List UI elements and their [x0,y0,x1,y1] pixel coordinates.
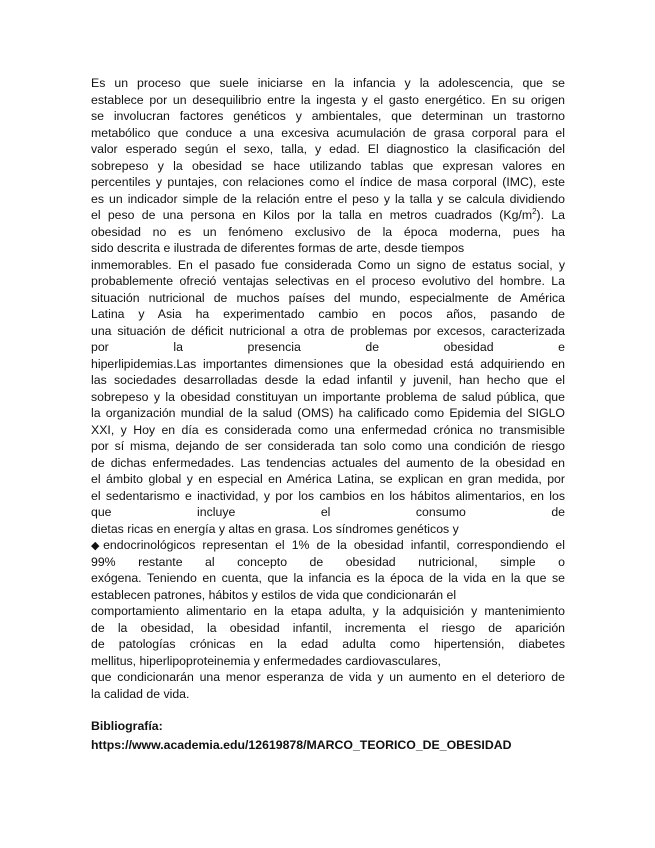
text-line: situación nutricional de muchos países del mundo, especialmente de América [91,290,565,305]
text-line: establece por un desequilibrio entre la ingesta y el gasto energético. En su origen [91,92,565,107]
text-fragment: endocrinológicos representan el 1% de la obesidad infantil, correspondiendo el [103,538,566,552]
bibliography-link[interactable]: https://www.academia.edu/12619878/MARCO_TEORICO_DE_OBESIDAD [91,738,512,752]
text-line: es un indicador simple de la relación entre el peso y la talla y se calcula dividiendo [91,191,565,206]
text-line: percentiles y puntajes, con relaciones como el índice de masa corporal (IMC), este [91,175,565,189]
text-line: probablemente ofreció ventajas selectivas en el proceso evolutivo del hombre. La [91,274,565,288]
text-line: obesidad no es un fenómeno exclusivo de la época moderna, pues ha [91,224,565,239]
text-line: valor esperado según el sexo, talla, y edad. El diagnostico la clasificación del [91,142,565,156]
text-line: las sociedades desarrolladas desde la edad infantil y juvenil, han hecho que el [91,373,565,387]
text-line: dietas ricas en energía y altas en grasa. Los síndromes genéticos y [91,521,459,536]
text-line: exógena. Teniendo en cuenta, que la infancia es la época de la vida en la que se [91,571,565,585]
text-fragment: el peso de una persona en Kilos por la talla en metros cuadrados (Kg/m [91,208,533,222]
text-line [91,537,565,554]
text-line: sobrepeso y la obesidad se hace utilizando tablas que expresan valores en [91,158,565,173]
text-line: por sí misma, dejando de ser considerada tan solo como una condición de riesgo [91,439,565,453]
text-line: sido descrita e ilustrada de diferentes formas de arte, desde tiempos [91,241,465,255]
text-line: de dichas enfermedades. Las tendencias actuales del aumento de la obesidad en [91,455,565,470]
body-paragraph [91,75,565,702]
text-line: que incluye el consumo de [91,505,565,519]
diamond-bullet-icon: ◆ [91,540,104,552]
text-line: de patologías crónicas en la edad adulta como hipertensión, diabetes [91,637,565,651]
text-line: el ámbito global y en especial en América Latina, se explican en gran medida, por [91,472,565,486]
text-line: comportamiento alimentario en la etapa adulta, y la adquisición y mantenimiento [91,604,565,618]
text-line: la organización mundial de la salud (OMS) ha calificado como Epidemia del SIGLO [91,406,565,420]
text-line: hiperlipidemias.Las importantes dimensiones que la obesidad está adquiriendo en [91,356,565,371]
text-line: el sedentarismo e inactividad, y por los cambios en los hábitos alimentarios, en los [91,488,565,503]
text-line: que condicionarán una menor esperanza de vida y un aumento en el deterioro de [91,670,565,684]
text-line: de la obesidad, la obesidad infantil, incrementa el riesgo de aparición [91,620,565,635]
text-line: sobrepeso y la obesidad constituyan un importante problema de salud pública, que [91,389,565,404]
text-line: inmemorables. En el pasado fue considerada Como un signo de estatus social, y [91,257,565,272]
text-line: XXI, y Hoy en día es considerada como una enfermedad crónica no transmisible [91,422,565,437]
text-line: por la presencia de obesidad e [91,340,565,354]
bibliography-section [91,717,565,755]
text-line: se involucran factores genéticos y ambientales, que determinan un trastorno [91,109,565,123]
superscript: 2 [532,206,537,216]
text-line: la calidad de vida. [91,686,190,701]
text-line: Es un proceso que suele iniciarse en la infancia y la adolescencia, que se [91,76,565,90]
text-line: Latina y Asia ha experimentado cambio en pocos años, pasando de [91,307,565,321]
text-fragment: ). La [536,208,566,222]
text-line: metabólico que conduce a una excesiva acumulación de grasa corporal para el [91,125,565,140]
bibliography-heading: Bibliografía: [91,719,163,733]
text-line: una situación de déficit nutricional a otra de problemas por excesos, caracterizada [91,323,565,338]
text-line [91,207,565,224]
text-line: establecen patrones, hábitos y estilos de vida que condicionarán el [91,587,457,602]
text-line: mellitus, hiperlipoproteinemia y enfermedades cardiovasculares, [91,653,441,668]
text-line: 99% restante al concepto de obesidad nutricional, simple o [91,554,565,569]
